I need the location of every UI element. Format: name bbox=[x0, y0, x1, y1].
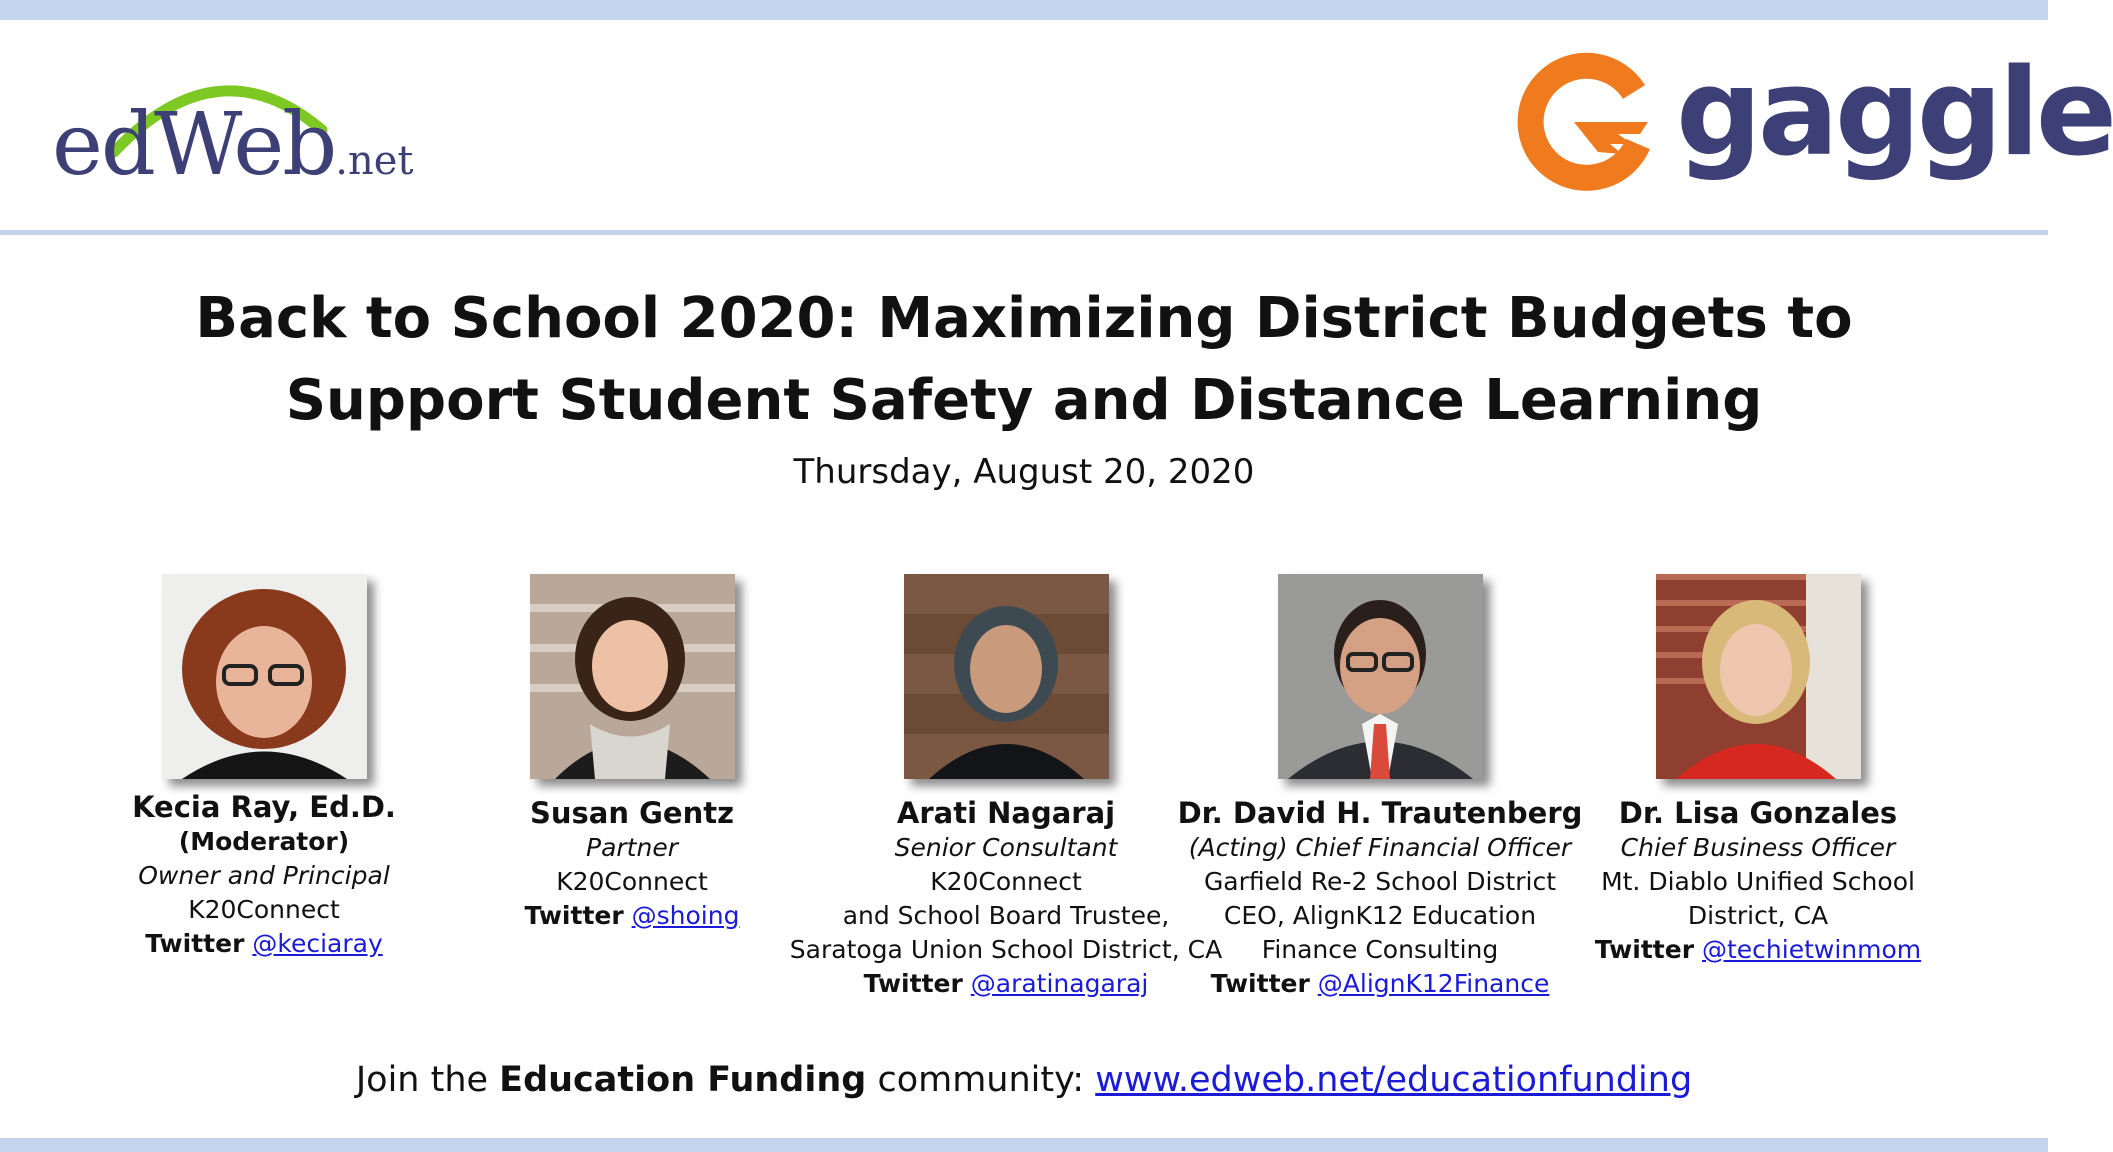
speaker-org-line: and School Board Trustee, bbox=[842, 901, 1170, 930]
speaker-title: Owner and Principal bbox=[138, 861, 390, 890]
header-divider bbox=[0, 230, 2048, 235]
speaker-card bbox=[1160, 574, 1600, 1001]
speaker-org-line: District, CA bbox=[1687, 901, 1829, 930]
top-band bbox=[0, 0, 2048, 20]
event-date: Thursday, August 20, 2020 bbox=[793, 452, 1255, 492]
community-link[interactable]: www.edweb.net/educationfunding bbox=[1095, 1060, 1693, 1100]
speaker-org-line: Saratoga Union School District, CA bbox=[789, 935, 1223, 964]
speaker-name: Dr. David H. Trautenberg bbox=[1177, 796, 1583, 830]
gaggle-wordmark: gaggle bbox=[1676, 44, 2113, 183]
speaker-twitter: Twitter @AlignK12Finance bbox=[1210, 969, 1550, 998]
twitter-link[interactable]: @keciaray bbox=[252, 929, 383, 958]
speaker-org: K20Connect bbox=[556, 867, 708, 896]
speaker-twitter: Twitter @aratinagaraj bbox=[863, 969, 1149, 998]
speaker-name: Kecia Ray, Ed.D. bbox=[132, 790, 396, 824]
speaker-org-line: Finance Consulting bbox=[1261, 935, 1499, 964]
edweb-logo[interactable] bbox=[52, 60, 414, 195]
speaker-photo bbox=[904, 574, 1109, 779]
speaker-card bbox=[1538, 574, 1978, 967]
gaggle-logo[interactable] bbox=[1508, 44, 2113, 196]
speaker-title: Chief Business Officer bbox=[1620, 833, 1896, 862]
speaker-photo bbox=[530, 574, 735, 779]
twitter-link[interactable]: @AlignK12Finance bbox=[1317, 969, 1550, 998]
gaggle-g-icon bbox=[1514, 62, 1658, 190]
speaker-org: K20Connect bbox=[188, 895, 340, 924]
speaker-name: Arati Nagaraj bbox=[896, 796, 1116, 830]
twitter-link[interactable]: @aratinagaraj bbox=[970, 969, 1149, 998]
speaker-title: Senior Consultant bbox=[894, 833, 1118, 862]
speaker-photo bbox=[1278, 574, 1483, 779]
speaker-twitter: Twitter @keciaray bbox=[145, 929, 383, 958]
speaker-title: (Acting) Chief Financial Officer bbox=[1188, 833, 1572, 862]
speaker-org: K20Connect bbox=[930, 867, 1082, 896]
speaker-twitter: Twitter @techietwinmom bbox=[1594, 935, 1922, 964]
speaker-role-note: (Moderator) bbox=[178, 827, 350, 856]
speaker-org: Garfield Re-2 School District bbox=[1203, 867, 1557, 896]
twitter-link[interactable]: @shoing bbox=[631, 901, 740, 930]
speaker-photo bbox=[162, 574, 367, 779]
community-name: Education Funding bbox=[499, 1060, 867, 1100]
speaker-title: Partner bbox=[586, 833, 678, 862]
speaker-photo bbox=[1656, 574, 1861, 779]
speaker-twitter: Twitter @shoing bbox=[524, 901, 740, 930]
bottom-band bbox=[0, 1138, 2048, 1152]
speaker-org: Mt. Diablo Unified School bbox=[1601, 867, 1915, 896]
edweb-wordmark: edWeb.net bbox=[52, 95, 414, 195]
page-title: Back to School 2020: Maximizing District Budgets to Support Student Safety and Distance Learning bbox=[195, 286, 1853, 433]
speaker-org-line: CEO, AlignK12 Education bbox=[1223, 901, 1537, 930]
speaker-name: Dr. Lisa Gonzales bbox=[1618, 796, 1898, 830]
speaker-name: Susan Gentz bbox=[530, 796, 734, 830]
twitter-link[interactable]: @techietwinmom bbox=[1701, 935, 1922, 964]
footer-community: Join the Education Funding community: www.edweb.net/educationfunding bbox=[355, 1060, 1693, 1100]
